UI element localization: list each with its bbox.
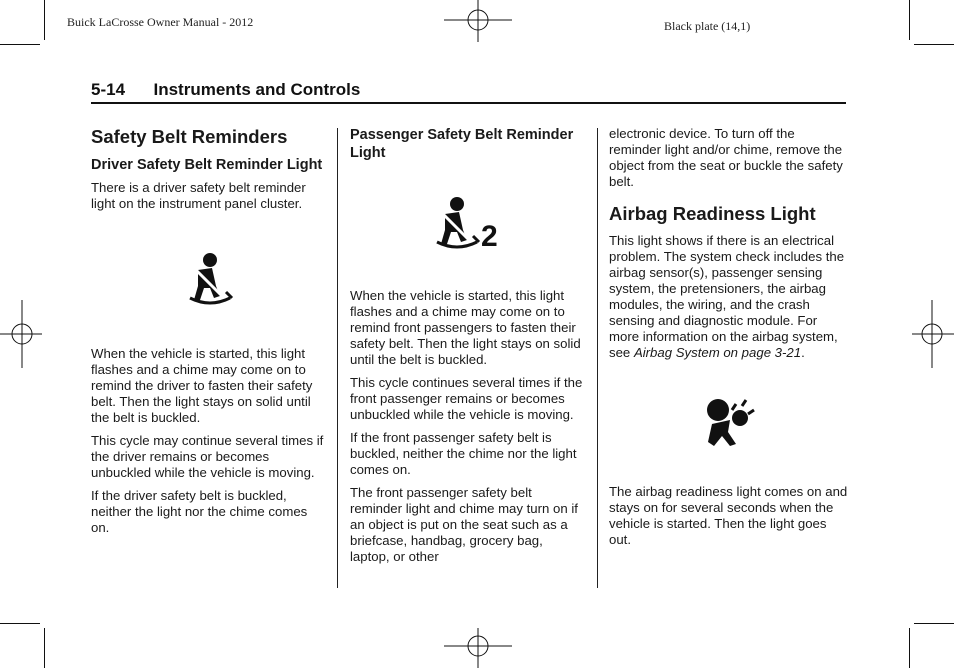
driver-seatbelt-figure — [91, 224, 329, 336]
crop-mark — [44, 0, 45, 40]
crop-mark — [44, 628, 45, 668]
running-head — [91, 80, 846, 104]
paragraph: If the driver safety belt is buckled, neither the light nor the chime comes on. — [91, 488, 308, 535]
section-heading: Airbag Readiness Light — [609, 203, 816, 224]
paragraph: This cycle may continue several times if the driver remains or becomes unbuckled while the vehicle is moving. — [91, 433, 324, 480]
airbag-icon — [702, 396, 756, 448]
airbag-figure — [609, 368, 849, 476]
subsection-heading: Passenger Safety Belt Reminder Light — [350, 127, 574, 161]
paragraph: The front passenger safety belt reminder light and chime may turn on if an object is put on the seat such as a briefcase, handbag, grocery bag, laptop, or other — [350, 485, 578, 564]
paragraph: If the front passenger safety belt is buckled, neither the chime nor the light comes on. — [350, 430, 577, 477]
passenger-seatbelt-icon — [435, 196, 501, 252]
paragraph — [609, 233, 849, 361]
column-1 — [91, 126, 329, 543]
registration-mark-right — [910, 296, 954, 372]
paragraph: The airbag readiness light comes on and stays on for several seconds when the vehicle is started. Then the light goes out. — [609, 484, 848, 547]
registration-mark-top — [440, 0, 516, 44]
book-title: Buick LaCrosse Owner Manual - 2012 — [67, 15, 254, 29]
paragraph: electronic device. To turn off the reminder light and/or chime, remove the object from the seat or buckle the safety belt. — [609, 126, 843, 189]
crop-mark — [0, 623, 40, 624]
cross-reference-link[interactable]: Airbag System on page 3-21 — [633, 345, 802, 360]
plate-label: Black plate (14,1) — [664, 19, 751, 33]
column-divider — [597, 128, 598, 588]
column-2 — [350, 126, 586, 572]
section-title: Instruments and Controls — [153, 80, 361, 99]
page-number: 5-14 — [91, 80, 126, 99]
section-heading: Safety Belt Reminders — [91, 126, 288, 147]
driver-seatbelt-icon — [186, 252, 234, 308]
crop-mark — [914, 623, 954, 624]
paragraph-end: . — [801, 345, 805, 360]
paragraph: When the vehicle is started, this light flashes and a chime may come on to remind front passengers to fasten their safety belt. Then the light stays on solid until the belt is buckled. — [350, 288, 581, 367]
crop-mark — [909, 628, 910, 668]
column-divider — [337, 128, 338, 588]
passenger-seatbelt-figure — [350, 174, 586, 274]
paragraph: When the vehicle is started, this light flashes and a chime may come on to remind the driver to fasten their safety belt. Then the light stays on solid until the belt is buckled. — [91, 346, 313, 425]
crop-mark — [0, 44, 40, 45]
registration-mark-bottom — [440, 624, 516, 668]
crop-mark — [914, 44, 954, 45]
subsection-heading: Driver Safety Belt Reminder Light — [91, 157, 323, 173]
paragraph: There is a driver safety belt reminder light on the instrument panel cluster. — [91, 180, 306, 211]
passenger-seat-number: 2 — [481, 220, 498, 252]
paragraph: This cycle continues several times if the front passenger remains or becomes unbuckled while the vehicle is moving. — [350, 375, 583, 422]
crop-mark — [909, 0, 910, 40]
column-3 — [609, 126, 849, 555]
registration-mark-left — [0, 296, 44, 372]
paragraph-text: This light shows if there is an electrical problem. The system check includes the airbag sensor(s), passenger sensing system, the pretensioners, the airbag modules, the wiring, and the crash sensing and diagnostic module. For more information on the airbag system, see — [609, 233, 845, 360]
